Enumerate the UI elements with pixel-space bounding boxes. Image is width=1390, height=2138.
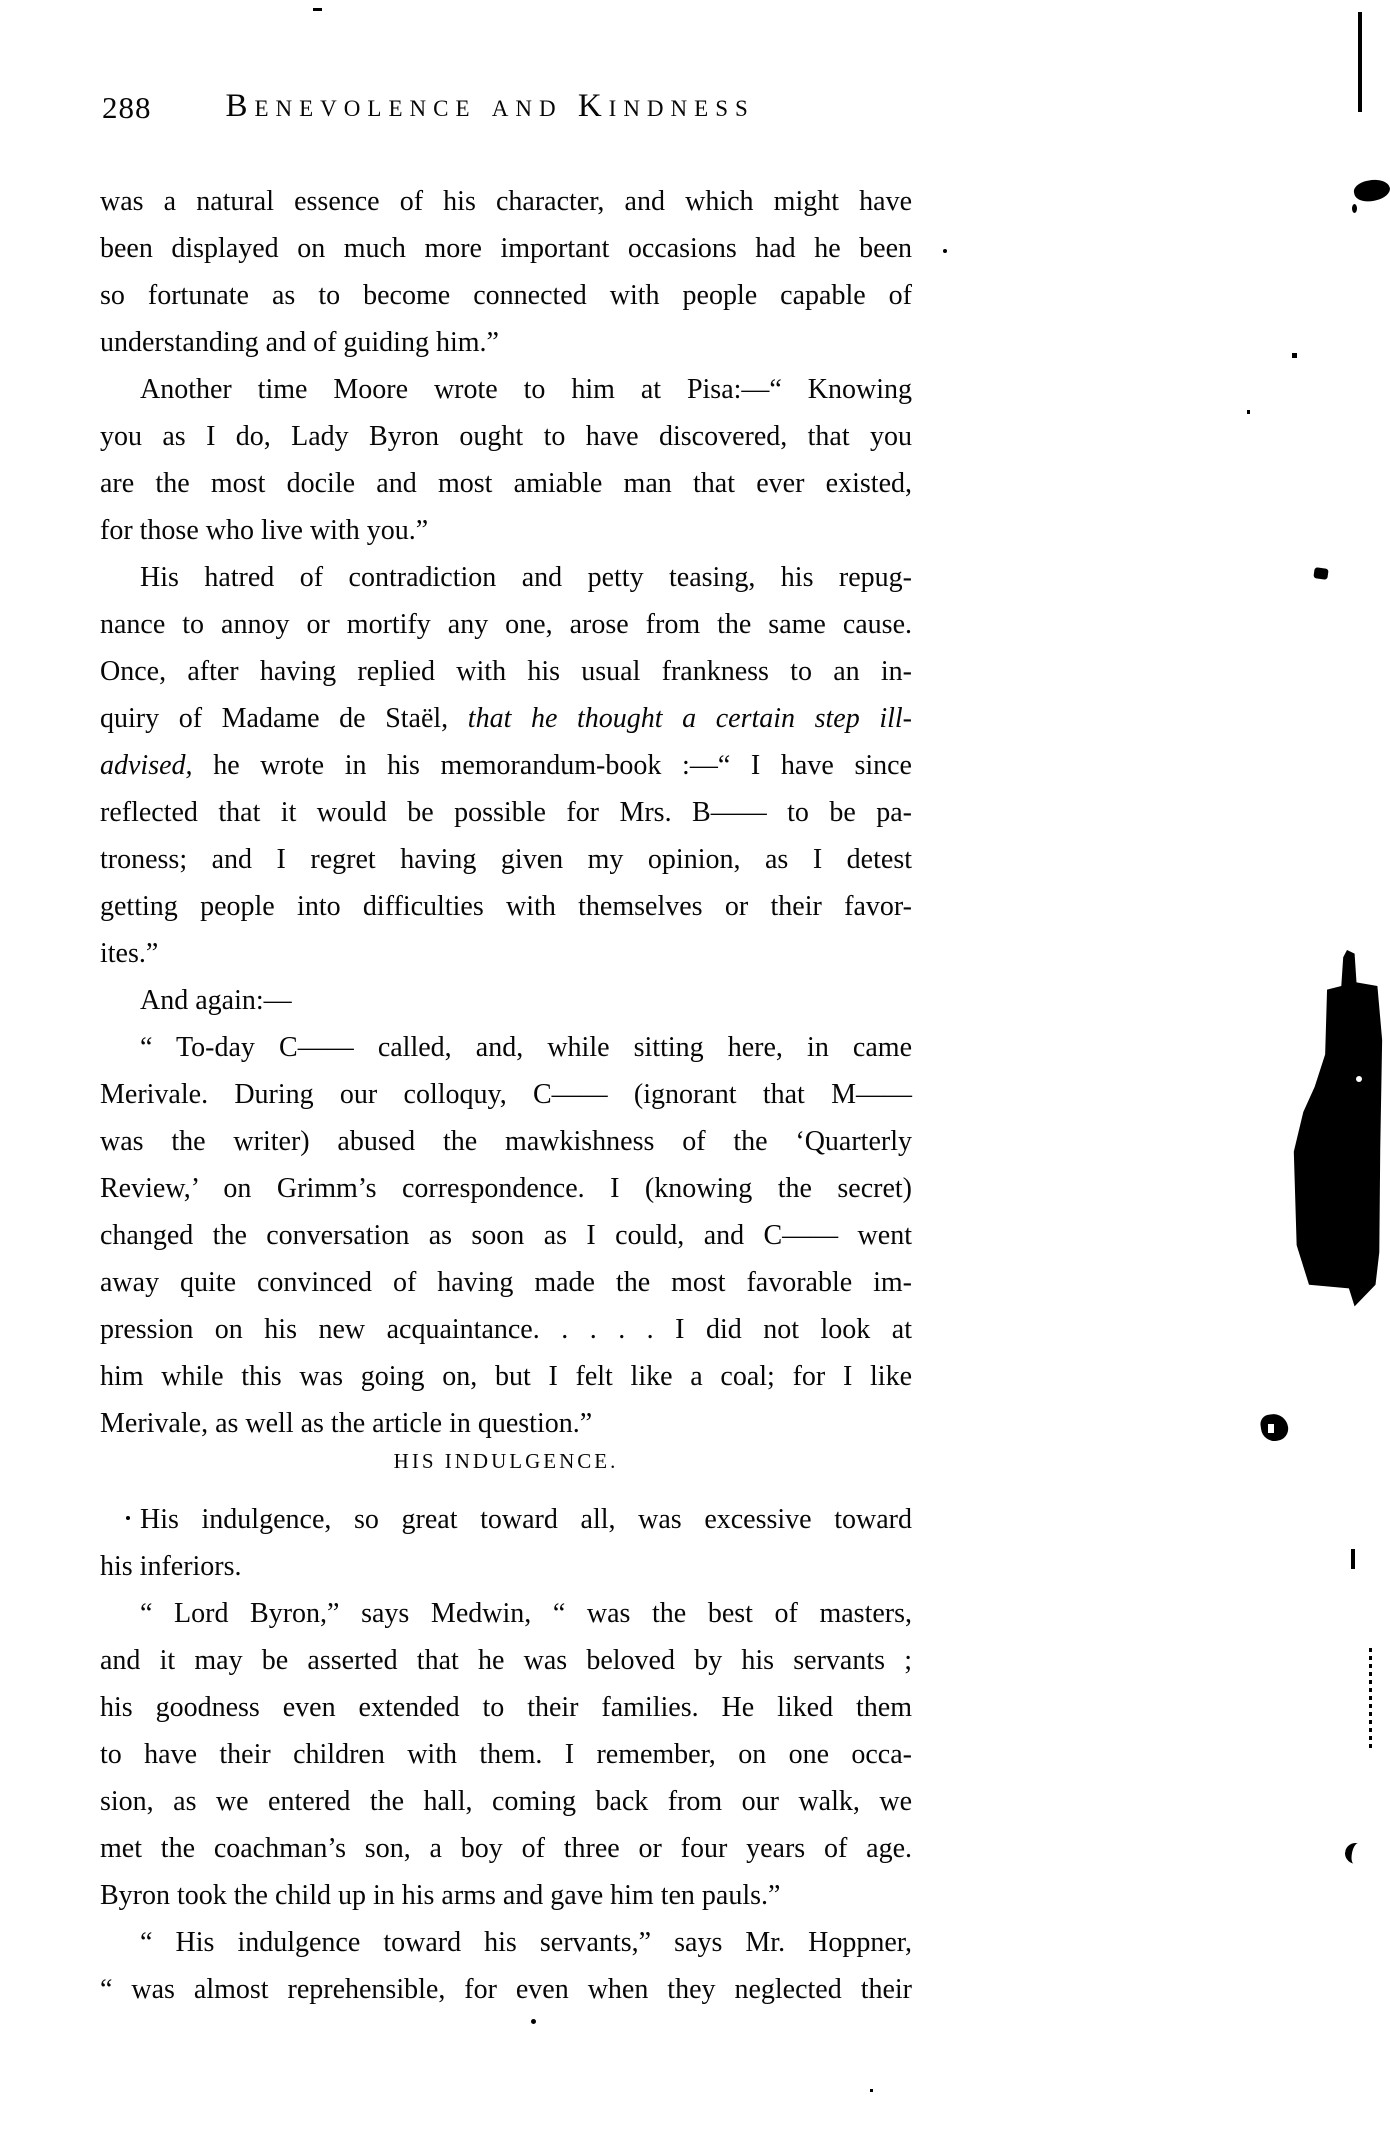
ink-speck-artifact <box>1292 353 1297 358</box>
text-line: was the writer) abused the mawkishness of the ‘Quarterly <box>100 1126 912 1157</box>
ink-speck-artifact <box>1247 410 1250 414</box>
text-line: His indulgence, so great toward all, was excessive toward <box>140 1504 912 1535</box>
paragraph <box>100 1919 912 2013</box>
margin-squiggle-notch <box>1268 1424 1274 1433</box>
paragraph <box>100 1590 912 1919</box>
paragraph <box>100 977 912 1024</box>
text-line: And again:— <box>140 985 292 1016</box>
ink-speck-artifact <box>943 249 947 253</box>
text-line: and it may be asserted that he was beloved by his servants ; <box>100 1645 912 1676</box>
ink-smudge-artifact <box>1352 176 1390 204</box>
paragraph <box>100 554 912 977</box>
text-line: His hatred of contradiction and petty teasing, his repug- <box>140 562 912 593</box>
text-line: quiry of Madame de Staël, that he thought a certain step ill- <box>100 703 912 734</box>
text-line: are the most docile and most amiable man that ever existed, <box>100 468 912 499</box>
ink-blot-artifact <box>1290 950 1385 1310</box>
top-dash-artifact <box>313 8 322 11</box>
text-line: ites.” <box>100 938 159 969</box>
text-line: Merivale. During our colloquy, C—— (ignorant that M—— <box>100 1079 912 1110</box>
ink-speck-artifact <box>126 1516 130 1520</box>
body-text-bottom <box>100 1496 912 2013</box>
text-line: Once, after having replied with his usual frankness to an in- <box>100 656 912 687</box>
text-line: “ was almost reprehensible, for even when they neglected their <box>100 1974 912 2005</box>
text-line: “ His indulgence toward his servants,” says Mr. Hoppner, <box>140 1927 912 1958</box>
ink-speck-artifact <box>870 2089 873 2092</box>
ink-smudge-tail-artifact <box>1352 204 1357 213</box>
text-line: was a natural essence of his character, and which might have <box>100 186 912 217</box>
section-heading: HIS INDULGENCE. <box>393 1449 619 1473</box>
text-line: away quite convinced of having made the most favorable im- <box>100 1267 912 1298</box>
text-line: advised, he wrote in his memorandum-book :—“ I have since <box>100 750 912 781</box>
text-line: been displayed on much more important occasions had he been <box>100 233 912 264</box>
scan-edge-line-artifact <box>1358 12 1362 112</box>
text-line: so fortunate as to become connected with people capable of <box>100 280 912 311</box>
page-header <box>100 88 912 132</box>
text-line: understanding and of guiding him.” <box>100 327 499 358</box>
text-line: pression on his new acquaintance. . . . . I did not look at <box>100 1314 912 1345</box>
text-line: to have their children with them. I remember, on one occa- <box>100 1739 912 1770</box>
ink-blot-hole-artifact <box>1356 1076 1362 1082</box>
text-line: his goodness even extended to their families. He liked them <box>100 1692 912 1723</box>
text-line: you as I do, Lady Byron ought to have discovered, that you <box>100 421 912 452</box>
dashed-line-artifact <box>1369 1648 1372 1750</box>
text-line: Another time Moore wrote to him at Pisa:—“ Knowing <box>140 374 912 405</box>
body-text-top <box>100 178 912 1447</box>
paragraph <box>100 1024 912 1447</box>
text-line: Merivale, as well as the article in question.” <box>100 1408 593 1439</box>
paragraph <box>100 178 912 366</box>
margin-mark-artifact <box>1313 567 1328 580</box>
paragraph <box>100 366 912 554</box>
page-number: 288 <box>102 90 152 125</box>
text-line: “ To-day C—— called, and, while sitting here, in came <box>140 1032 912 1063</box>
text-line: getting people into difficulties with themselves or their favor- <box>100 891 912 922</box>
text-line: Byron took the child up in his arms and gave him ten pauls.” <box>100 1880 781 1911</box>
ink-speck-artifact <box>531 2019 536 2024</box>
crescent-mark-artifact <box>1343 1841 1369 1866</box>
text-line: Review,’ on Grimm’s correspondence. I (knowing the secret) <box>100 1173 912 1204</box>
text-line: reflected that it would be possible for Mrs. B—— to be pa- <box>100 797 912 828</box>
text-line: changed the conversation as soon as I could, and C—— went <box>100 1220 912 1251</box>
text-line: “ Lord Byron,” says Medwin, “ was the best of masters, <box>140 1598 912 1629</box>
text-line: for those who live with you.” <box>100 515 429 546</box>
margin-squiggle-artifact <box>1259 1412 1289 1442</box>
text-line: him while this was going on, but I felt like a coal; for I like <box>100 1361 912 1392</box>
text-line: troness; and I regret having given my opinion, as I detest <box>100 844 912 875</box>
text-line: nance to annoy or mortify any one, arose from the same cause. <box>100 609 912 640</box>
paragraph <box>100 1496 912 1590</box>
running-title: Benevolence and Kindness <box>225 88 755 124</box>
text-line: met the coachman’s son, a boy of three or four years of age. <box>100 1833 912 1864</box>
text-line: his inferiors. <box>100 1551 242 1582</box>
margin-tick-artifact <box>1351 1549 1355 1569</box>
text-line: sion, as we entered the hall, coming back from our walk, we <box>100 1786 912 1817</box>
